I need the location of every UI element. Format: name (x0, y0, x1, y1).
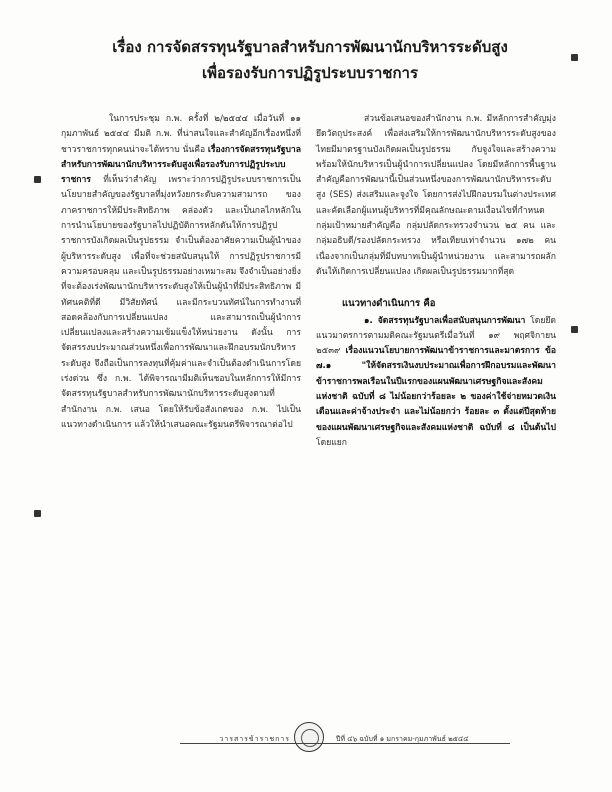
footer-issue-info: ปีที่ ๔๖ ฉบับที่ ๑ มกราคม-กุมภาพันธ์ ๒๕๔๔ (336, 735, 469, 743)
item1-bold-b: เรื่องแนวนโยบายการพัฒนาข้าราชการและมาตรการ ข้อ ๗.๑ "ให้จัดสรรเงินงบประมาณเพื่อการฝึกอบรมและพัฒนาข้าราชการพลเรือนในปีแรกของแผนพัฒนาเศรษฐกิจและสังคมแห่งชาติ ฉบับที่ ๘ ไม่น้อยกว่าร้อยละ ๒ ของค่าใช้จ่ายหมวดเงินเดือนและค่าจ้างประจำ และไม่น้อยกว่า ร้อยละ ๓ ตั้งแต่ปีสุดท้ายของแผนพัฒนาเศรษฐกิจและสังคมแห่งชาติ ฉบับที่ ๘ เป็นต้นไป (316, 346, 556, 433)
emblem-icon (294, 722, 324, 752)
paragraph-proposal: ส่วนข้อเสนอของสำนักงาน ก.พ. มีหลักการสำคัญมุ่งยึดวัตถุประสงค์ เพื่อส่งเสริมให้การพัฒนานักบริหารระดับสูงของไทยมีมาตรฐานบังเกิดผลเป็นรูปธรรม กับจูงใจและสร้างความพร้อมให้นักบริหารเป็นผู้นำการเปลี่ยนแปลง โดยมีหลักการพื้นฐานสำคัญคือการพัฒนานี้เป็นส่วนหนึ่งของการพัฒนานักบริหารระดับสูง (SES) ส่งเสริมและจูงใจ โดยการส่งไปฝึกอบรมในต่างประเทศ และคัดเลือกผู้แทนผู้บริหารที่มีคุณลักษณะตามเงื่อนไขที่กำหนด กลุ่มเป้าหมายสำคัญคือ กลุ่มปลัดกระทรวงจำนวน ๒๕ คน และกลุ่มอธิบดี/รองปลัดกระทรวง หรือเทียบเท่าจำนวน ๑๗๒ คน เนื่องจากเป็นกลุ่มที่มีบทบาทเป็นผู้นำหน่วยงาน และสามารถผลักดันให้เกิดการเปลี่ยนแปลง เกิดผลเป็นรูปธรรมมากที่สุด (316, 114, 556, 277)
intro-text: ในการประชุม ก.พ. ครั้งที่ ๒/๒๕๔๔ เมื่อวันที่ ๑๑ กุมภาพันธ์ ๒๕๔๔ มีมติ ก.พ. ที่น่าสนใจและสำคัญอีกเรื่องหนึ่งที่ชาวราชการทุกคนน่าจะได้ทราบ นั่นคือ (61, 114, 301, 155)
left-column (61, 112, 301, 433)
paragraph-item-1 (316, 314, 556, 452)
margin-bullet-icon (571, 326, 578, 333)
page-footer (0, 722, 612, 752)
item1-bold-a: ๑. จัดสรรทุนรัฐบาลเพื่อสนับสนุนการพัฒนา (364, 315, 526, 326)
footer-journal-name: วารสารข้าราชการ (219, 735, 290, 743)
right-column (316, 112, 556, 451)
title-line-2: เพื่อรองรับการปฏิรูประบบราชการ (201, 64, 419, 82)
intro-rest: ที่เห็นว่าสำคัญ เพราะว่าการปฏิรูประบบราชการเป็นนโยบายสำคัญของรัฐบาลที่มุ่งหวังยกระดับความสามารถ ของภาคราชการให้มีประสิทธิภาพ คล่องตัว และเป็นกลไกหลักในการนำนโยบายของรัฐบาลไปปฏิบัติการหลักดันให้การปฏิรูปราชการบังเกิดผลเป็นรูปธรรม จำเป็นต้องอาศัยความเป็นผู้นำของผู้บริหารระดับสูง เพื่อที่จะช่วยสนับสนุนให้ การปฏิรูปราชการมีความครอบคลุม และเป็นรูปธรรมอย่างเหมาะสม จึงจำเป็นอย่างยิ่งที่จะต้องเร่งพัฒนานักบริหารระดับสูงให้เป็นผู้นำที่มีประสิทธิภาพ มีทัศนคติที่ดี มีวิสัยทัศน์ และมีกระบวนทัศน์ในการทำงานที่สอดคล้องกับการเปลี่ยนแปลง และสามารถเป็นผู้นำการเปลี่ยนแปลงและสร้างความเข้มแข็งให้หน่วยงาน ดังนั้น การจัดสรรงบประมาณส่วนหนึ่งเพื่อการพัฒนาและฝึกอบรมนักบริหารระดับสูง จึงถือเป็นการลงทุนที่คุ้มค่าและจำเป็นต้องดำเนินการโดยเร่งด่วน ซึ่ง ก.พ. ได้พิจารณามีมติเห็นชอบในหลักการให้มีการจัดสรรทุนรัฐบาลสำหรับการพัฒนานักบริหารระดับสูงตามที่สำนักงาน ก.พ. เสนอ โดยให้รับข้อสังเกตของ ก.พ. ไปเป็นแนวทางดำเนินการ แล้วให้นำเสนอคณะรัฐมนตรีพิจารณาต่อไป (61, 175, 301, 430)
margin-bullet-icon (34, 176, 41, 183)
intro-bold-topic: เรื่องการจัดสรรทุนรัฐบาลสำหรับการพัฒนานักบริหารระดับสูงเพื่อรองรับการปฏิรูประบบราชการ (61, 144, 301, 186)
footer-divider (180, 743, 510, 744)
emblem-inner-icon (301, 729, 319, 747)
item1-text-a: โดยยึดแนวมาตรการตามมติคณะรัฐมนตรีเมื่อวันที่ ๑๙ พฤศจิกายน ๒๕๓๙ (316, 315, 556, 357)
margin-bullet-icon (34, 510, 41, 517)
margin-bullet-icon (571, 54, 578, 61)
title-line-1: เรื่อง การจัดสรรทุนรัฐบาลสำหรับการพัฒนานักบริหารระดับสูง (112, 38, 508, 56)
section-heading: แนวทางดำเนินการ คือ (342, 298, 436, 310)
article-title (60, 34, 560, 86)
item1-text-b: โดยแยก (316, 437, 348, 448)
paragraph-intro (61, 112, 301, 433)
